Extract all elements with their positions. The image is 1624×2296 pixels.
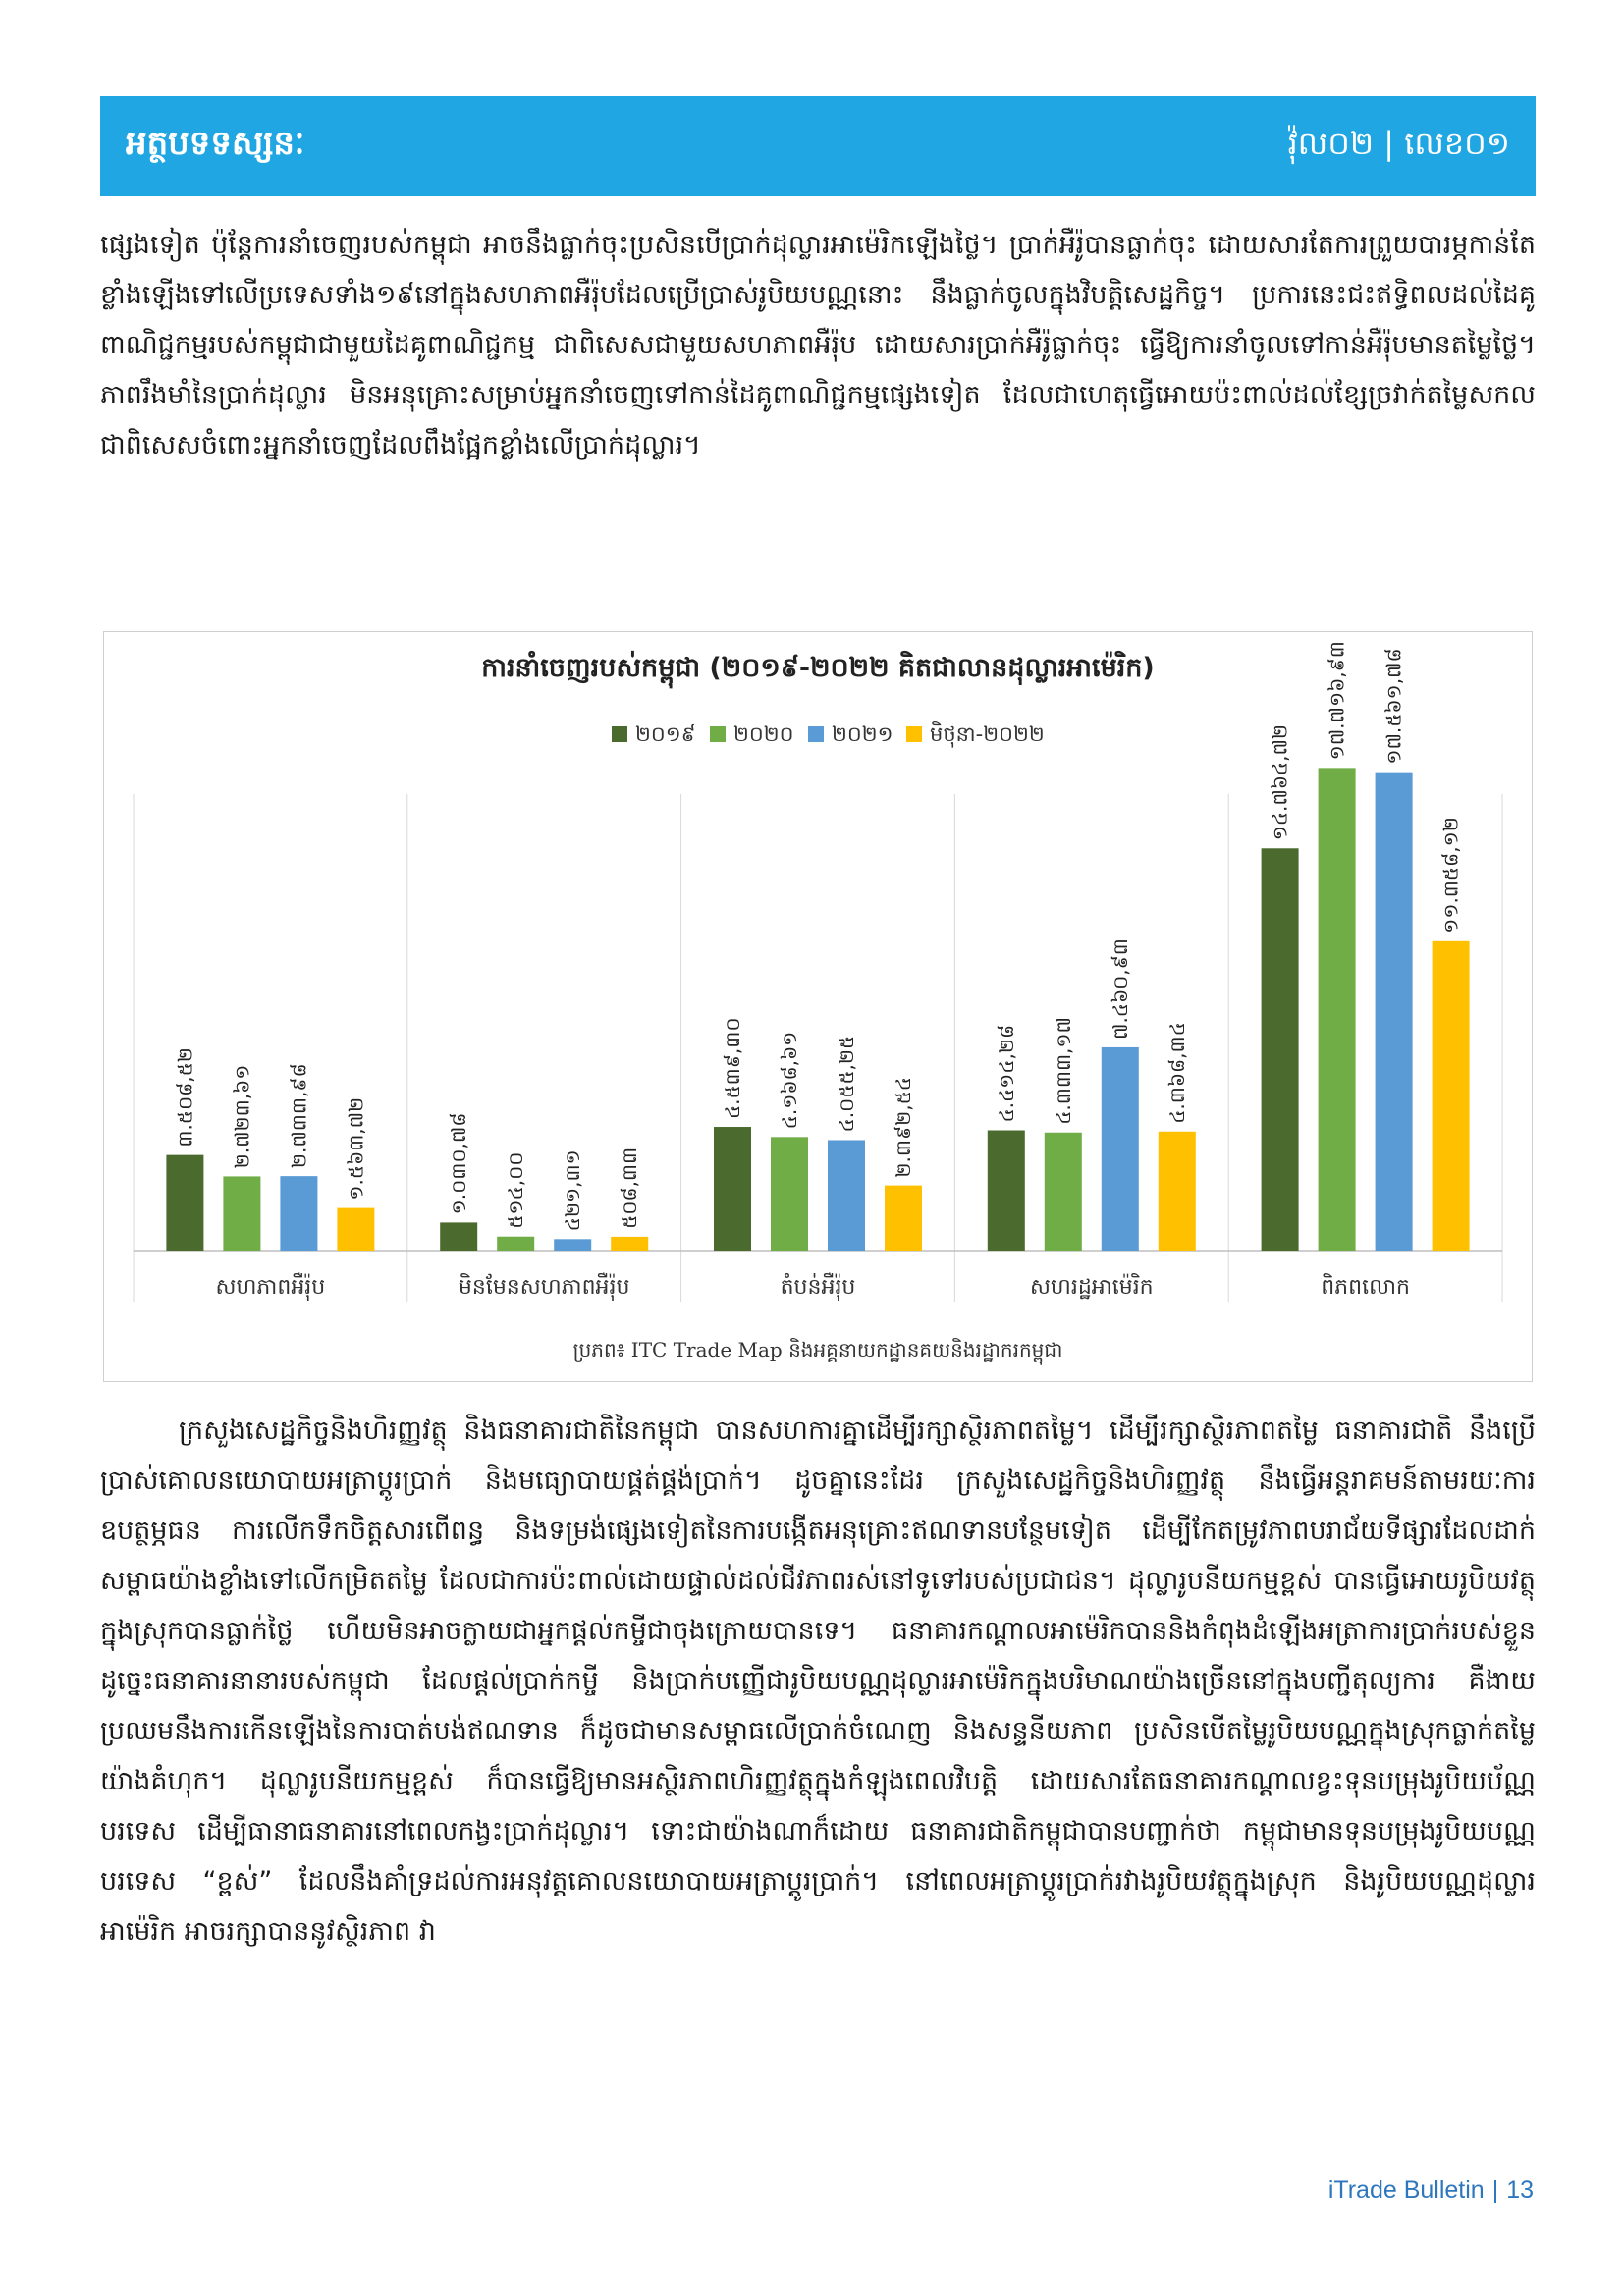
data-label: ១៧.៧១៦,៩៣: [1325, 641, 1349, 761]
bar: [223, 1176, 260, 1251]
category-label: តំបន់អឺរ៉ុប: [780, 1275, 856, 1300]
paragraph-policy: ក្រសួងសេដ្ឋកិច្ចនិងហិរញ្ញវត្ថុ និងធនាគារជាតិនៃកម្ពុជា បានសហការគ្នាដើម្បីរក្សាស្ថិរភាពតម្លៃ។ ដើម្បីរក្សាស្ថិរភាពតម្លៃ ធនាគារជាតិ នឹងប្រើប្រាស់គោលនយោបាយអត្រាប្តូរប្រាក់ និងមធ្យោបាយផ្គត់ផ្គង់ប្រាក់។ ដូចគ្នានេះដែរ ក្រសួងសេដ្ឋកិច្ចនិងហិរញ្ញវត្ថុ នឹងធ្វើអន្តរាគមន៍តាមរយៈការឧបត្ថម្ភធន ការលើកទឹកចិត្តសារពើពន្ធ និងទម្រង់ផ្សេងទៀតនៃការបង្កើតអនុគ្រោះឥណទានបន្ថែមទៀត ដើម្បីកែតម្រូវភាពបរាជ័យទីផ្សារដែលដាក់សម្ពាធយ៉ាងខ្លាំងទៅលើកម្រិតតម្លៃ ដែលជាការប៉ះពាល់ដោយផ្ទាល់ដល់ជីវភាពរស់នៅទូទៅរបស់ប្រជាជន។ ដុល្លារូបនីយកម្មខ្ពស់ បានធ្វើអោយរូបិយវត្ថុក្នុងស្រុកបានធ្លាក់ថ្លៃ ហើយមិនអាចក្លាយជាអ្នកផ្តល់កម្ចីជាចុងក្រោយបានទេ។ ធនាគារកណ្តាលអាម៉េរិកបាននិងកំពុងដំឡើងអត្រាការប្រាក់របស់ខ្លួន ដូច្នេះធនាគារនានារបស់កម្ពុជា ដែលផ្តល់ប្រាក់កម្ចី និងប្រាក់បញ្ញើជារូបិយបណ្ណដុល្លារអាម៉េរិកក្នុងបរិមាណយ៉ាងច្រើននៅក្នុងបញ្ជីតុល្យការ គឺងាយប្រឈមនឹងការកើនឡើងនៃការបាត់បង់ឥណទាន ក៏ដូចជាមានសម្ពាធលើប្រាក់ចំណេញ និងសន្ទនីយភាព ប្រសិនបើតម្លៃរូបិយបណ្ណក្នុងស្រុកធ្លាក់តម្លៃ យ៉ាងគំហុក។ ដុល្លារូបនីយកម្មខ្ពស់ ក៏បានធ្វើឱ្យមានអស្ថិរភាពហិរញ្ញវត្ថុក្នុងកំឡុងពេលវិបត្តិ ដោយសារតែធនាគារកណ្តាលខ្វះទុនបម្រុងរូបិយប័ណ្ណបរទេស ដើម្បីធានាធនាគារនៅពេលកង្វះប្រាក់ដុល្លារ។ ទោះជាយ៉ាងណាក៏ដោយ ធនាគារជាតិកម្ពុជាបានបញ្ជាក់ថា កម្ពុជាមានទុនបម្រុងរូបិយបណ្ណបរទេស “ខ្ពស់” ដែលនឹងគាំទ្រដល់ការអនុវត្តគោលនយោបាយអត្រាប្តូរប្រាក់។ នៅពេលអត្រាប្តូរប្រាក់រវាងរូបិយវត្ថុក្នុងស្រុក និងរូបិយបណ្ណដុល្លារអាម៉េរិក អាចរក្សាបាននូវស្ថិរភាព វា: [100, 1415, 1536, 1947]
bar: [1376, 773, 1413, 1251]
bar: [1262, 848, 1299, 1251]
data-label: ២.៧២៣,៦១: [230, 1064, 254, 1169]
section-header: [100, 96, 1536, 196]
data-label: ៣.៥០៨,៥២: [173, 1047, 197, 1148]
chart-svg: [104, 632, 1532, 1381]
data-label: ១១.៣៥៨,១២: [1438, 817, 1463, 934]
bar: [828, 1140, 865, 1251]
legend-swatch: [612, 726, 627, 742]
data-label: ៤២១,៣១: [561, 1149, 585, 1232]
bar: [1319, 768, 1356, 1251]
data-label: ៤.៣៣៣,១៧: [1051, 1017, 1075, 1125]
issue-number: វ៉ុល០២ | លេខ០១: [1287, 124, 1510, 162]
data-label: ៤.០៥៥,២៥: [835, 1035, 858, 1133]
chart-title: ការនាំចេញរបស់កម្ពុជា (២០១៩-២០២២ គិតជាលានដុល្លារអាម៉េរិក): [481, 653, 1155, 683]
data-label: ១៤.៧៦៤,៧២: [1268, 723, 1292, 841]
section-title: អត្ថបទទស្សនៈ: [126, 124, 305, 163]
bar: [280, 1176, 317, 1251]
data-label: ៧.៤៦០,៩៣: [1108, 938, 1132, 1040]
bar: [714, 1127, 751, 1251]
data-label: ៥០៨,៣៣: [618, 1147, 642, 1229]
page-footer: [1328, 2176, 1534, 2205]
category-label: សហភាពអឺរ៉ុប: [215, 1275, 326, 1300]
bar: [611, 1237, 648, 1251]
export-chart: [103, 631, 1533, 1382]
category-label: មិនមែនសហភាពអឺរ៉ុប: [458, 1275, 630, 1300]
footer-separator: |: [1491, 2176, 1499, 2204]
data-label: ៤.៤១៤,២៨: [994, 1024, 1018, 1123]
legend-label: ២០២០: [733, 722, 794, 746]
legend-label: មិថុនា-២០២២: [930, 722, 1045, 746]
data-label: ៤.១៦៨,៦១: [778, 1031, 801, 1130]
legend-label: ២០១៩: [635, 722, 696, 746]
category-label: សហរដ្ឋអាម៉េរិក: [1029, 1275, 1154, 1300]
legend-swatch: [906, 726, 922, 742]
legend-swatch: [710, 726, 726, 742]
bar: [440, 1222, 477, 1251]
bar: [771, 1137, 808, 1251]
data-label: ៤.៥៣៩,៣០: [721, 1017, 744, 1120]
paragraph-intro: ផ្សេងទៀត ប៉ុន្តែការនាំចេញរបស់កម្ពុជា អាចនឹងធ្លាក់ចុះប្រសិនបើប្រាក់ដុល្លារអាម៉េរិកឡើងថ្លៃ។ ប្រាក់អឺរ៉ូបានធ្លាក់ចុះ ដោយសារតែការព្រួយបារម្ភកាន់តែខ្លាំងឡើងទៅលើប្រទេសទាំង១៩នៅក្នុងសហភាពអឺរ៉ុបដែលប្រើប្រាស់រូបិយបណ្ណនោះ នឹងធ្លាក់ចូលក្នុងវិបត្តិសេដ្ឋកិច្ច។ ប្រការនេះជះឥទ្ធិពលដល់ដៃគូពាណិជ្ជកម្មរបស់កម្ពុជាជាមួយដៃគូពាណិជ្ជកម្ម ជាពិសេសជាមួយសហភាពអឺរ៉ុប ដោយសារប្រាក់អឺរ៉ូធ្លាក់ចុះ ធ្វើឱ្យការនាំចូលទៅកាន់អឺរ៉ុបមានតម្លៃថ្លៃ។ ភាពរឹងមាំនៃប្រាក់ដុល្លារ មិនអនុគ្រោះសម្រាប់អ្នកនាំចេញទៅកាន់ដៃគូពាណិជ្ជកម្មផ្សេងទៀត ដែលជាហេតុធ្វើអោយប៉ះពាល់ដល់ខ្សែច្រវាក់តម្លៃសកល ជាពិសេសចំពោះអ្នកនាំចេញដែលពឹងផ្អែកខ្លាំងលើប្រាក់ដុល្លារ។: [100, 230, 1536, 460]
data-label: ១.៥៦៣,៧២: [344, 1096, 368, 1201]
legend-label: ២០២១: [832, 722, 893, 746]
chart-source: ប្រភព៖ ITC Trade Map និងអគ្គនាយកដ្ឋានគយនិងរដ្ឋាករកម្ពុជា: [572, 1338, 1063, 1362]
bar: [166, 1155, 203, 1251]
data-label: ២.៣៩២,៥៤: [892, 1077, 915, 1178]
bar: [337, 1208, 374, 1251]
data-label: ៥១៤,០០: [504, 1151, 528, 1229]
data-label: ១.០៣០,៧៨: [447, 1112, 471, 1215]
data-label: ១៧.៥៦១,៧៨: [1381, 648, 1406, 765]
bar: [497, 1237, 534, 1251]
page-number: 13: [1506, 2176, 1534, 2204]
bar: [1433, 941, 1470, 1251]
data-label: ៤.៣៦៨,៣៤: [1164, 1022, 1189, 1124]
bar: [1159, 1132, 1196, 1251]
data-label: ២.៧៣៣,៩៨: [287, 1063, 311, 1169]
bar: [1045, 1133, 1082, 1251]
footer-publication-name: iTrade Bulletin: [1327, 2176, 1485, 2204]
legend-swatch: [808, 726, 824, 742]
bar: [885, 1186, 922, 1251]
bar: [554, 1239, 591, 1251]
bar: [988, 1131, 1025, 1251]
bar: [1102, 1047, 1139, 1251]
category-label: ពិភពលោក: [1321, 1275, 1410, 1300]
